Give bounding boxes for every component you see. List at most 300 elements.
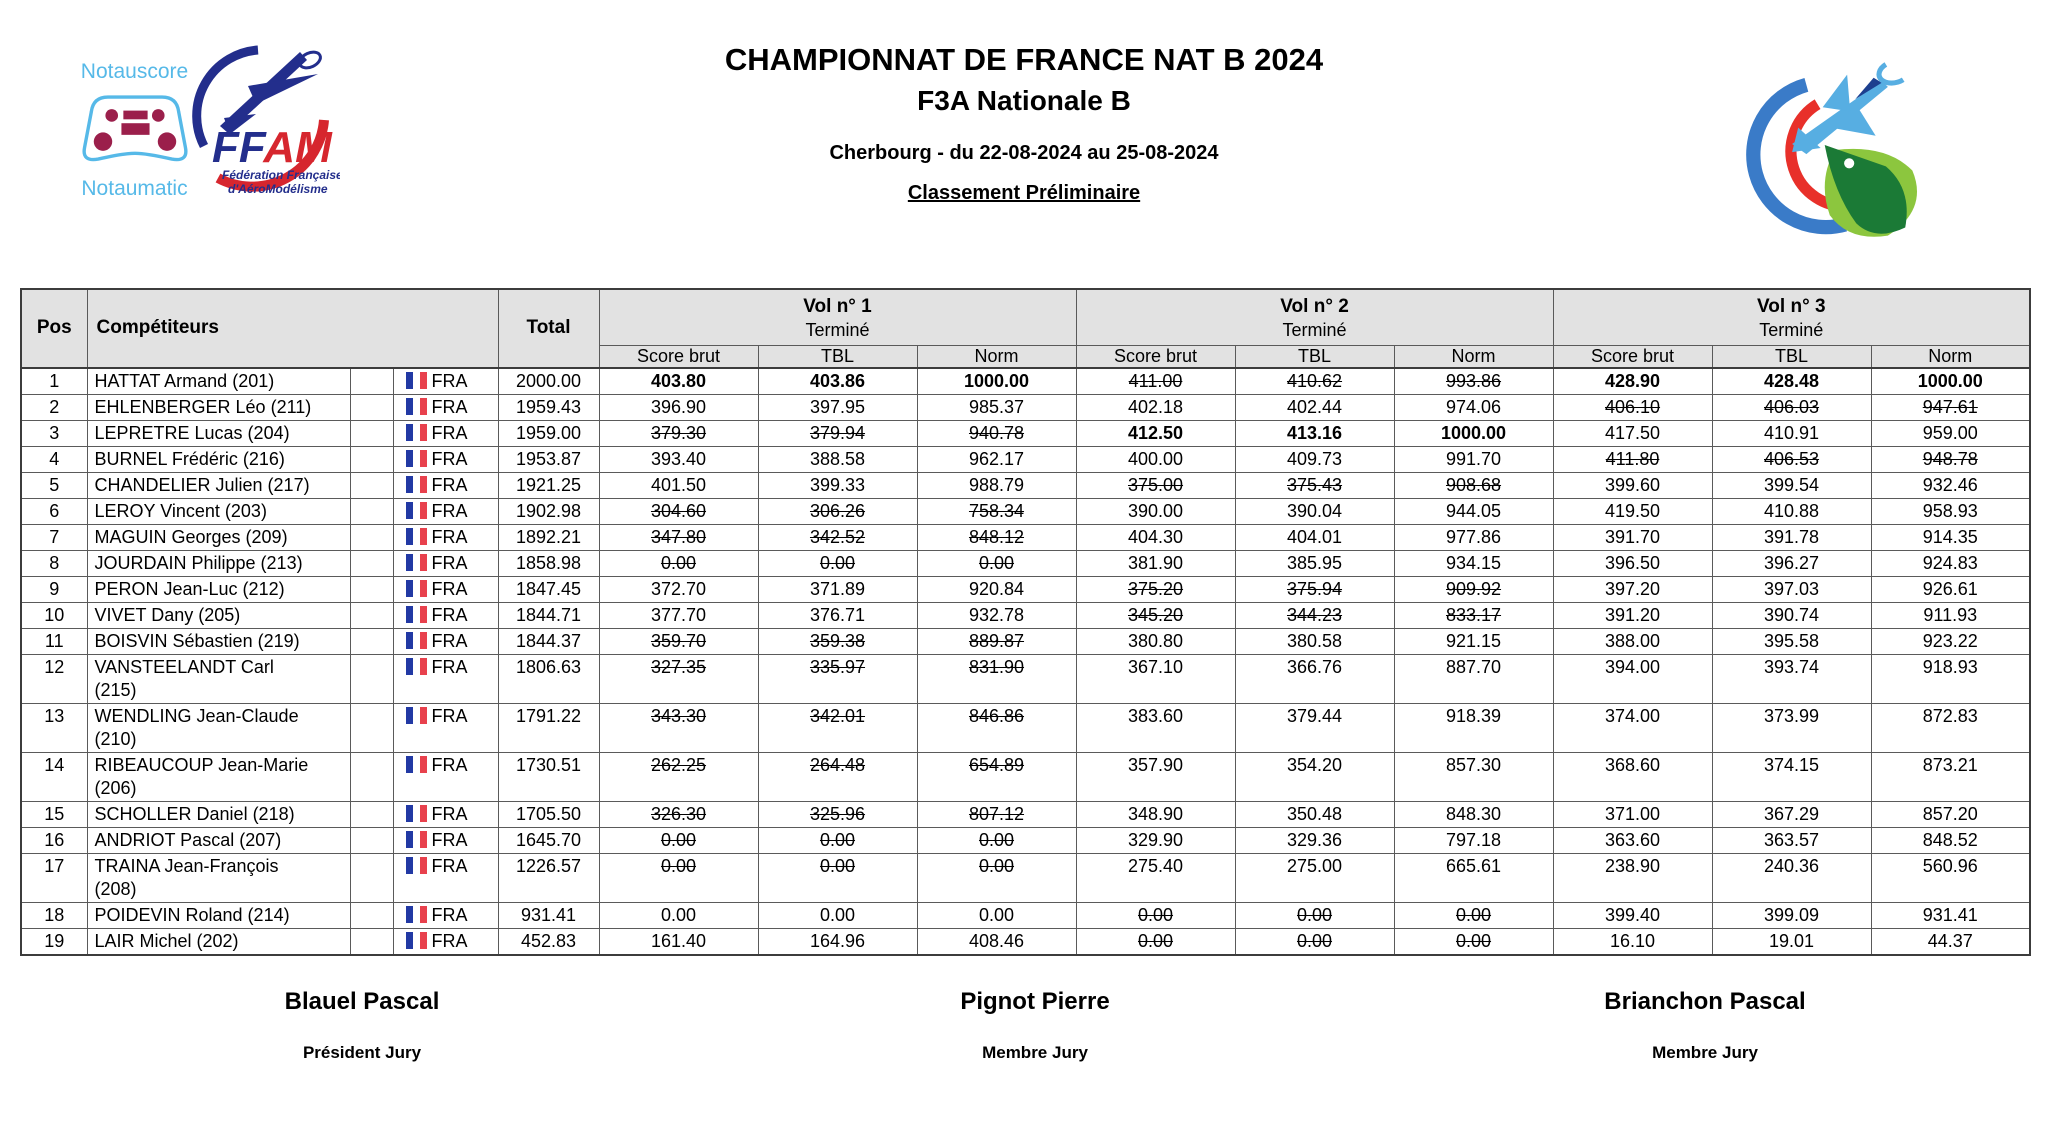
flag-stripe: [413, 805, 420, 822]
event-logo: [1733, 40, 1947, 259]
country-code: FRA: [431, 829, 468, 850]
score-brut-cell: 388.00: [1553, 628, 1712, 654]
norm-cell: 977.86: [1394, 524, 1553, 550]
score-brut-cell: 343.30: [599, 703, 758, 752]
country-code: FRA: [431, 855, 468, 876]
competitor-name: PERON Jean-Luc (212): [94, 578, 285, 599]
score-brut-cell: 0.00: [599, 902, 758, 928]
jury-role: Président Jury: [302, 1043, 422, 1062]
country-code: FRA: [431, 803, 468, 824]
total-cell: 1806.63: [498, 654, 599, 703]
ffam-acronym-ff: FF: [212, 123, 264, 172]
total-cell: 931.41: [498, 902, 599, 928]
jury-member: [795, 988, 1275, 1063]
flag-stripe: [420, 372, 427, 389]
norm-cell: 889.87: [917, 628, 1076, 654]
norm-cell: 0.00: [917, 853, 1076, 902]
pos-cell: 6: [21, 498, 87, 524]
score-brut-cell: 347.80: [599, 524, 758, 550]
competitor-name: RIBEAUCOUP Jean-Marie (206): [94, 754, 309, 798]
notauscore-logo-top-label: Notauscore: [80, 60, 189, 83]
page-title: CHAMPIONNAT DE FRANCE NAT B 2024: [724, 42, 1324, 77]
flag-stripe: [413, 502, 420, 519]
french-flag-icon: [406, 450, 427, 467]
tbl-cell: 359.38: [758, 628, 917, 654]
pos-cell: 10: [21, 602, 87, 628]
tbl-cell: 395.58: [1712, 628, 1871, 654]
score-brut-cell: 16.10: [1553, 928, 1712, 955]
flag-stripe: [420, 606, 427, 623]
french-flag-icon: [406, 756, 427, 773]
flag-stripe: [413, 658, 420, 675]
country-cell: [393, 902, 498, 928]
competitor-name-cell: [87, 550, 350, 576]
total-cell: 1959.43: [498, 394, 599, 420]
score-brut-cell: 411.00: [1076, 368, 1235, 395]
tbl-cell: 410.91: [1712, 420, 1871, 446]
flag-stripe: [420, 932, 427, 949]
norm-cell: 918.93: [1871, 654, 2030, 703]
country-cell: [393, 446, 498, 472]
country-code: FRA: [431, 705, 468, 726]
flag-stripe: [413, 554, 420, 571]
norm-cell: 958.93: [1871, 498, 2030, 524]
country-cell: [393, 524, 498, 550]
pos-cell: 15: [21, 801, 87, 827]
country-cell: [393, 928, 498, 955]
competitor-name-cell: [87, 446, 350, 472]
score-brut-cell: 381.90: [1076, 550, 1235, 576]
pos-cell: 17: [21, 853, 87, 902]
country-cell: [393, 420, 498, 446]
flag-stripe: [406, 932, 413, 949]
score-brut-cell: 379.30: [599, 420, 758, 446]
norm-cell: 988.79: [917, 472, 1076, 498]
tbl-cell: 379.94: [758, 420, 917, 446]
flag-stripe: [420, 528, 427, 545]
competitor-name: LAIR Michel (202): [94, 930, 239, 951]
vol-2-label: Vol n° 2: [1280, 295, 1349, 317]
jury-name: Blauel Pascal: [284, 988, 440, 1015]
score-brut-cell: 348.90: [1076, 801, 1235, 827]
flag-stripe: [420, 502, 427, 519]
tbl-cell: 406.03: [1712, 394, 1871, 420]
flag-stripe: [413, 906, 420, 923]
country-code: FRA: [431, 474, 468, 495]
score-brut-cell: 401.50: [599, 472, 758, 498]
col-header-score-brut: Score brut: [1076, 345, 1235, 368]
tbl-cell: 404.01: [1235, 524, 1394, 550]
event-info: Cherbourg - du 22-08-2024 au 25-08-2024: [829, 142, 1219, 164]
score-brut-cell: 397.20: [1553, 576, 1712, 602]
tbl-cell: 264.48: [758, 752, 917, 801]
flag-stripe: [413, 372, 420, 389]
flag-stripe: [406, 554, 413, 571]
total-cell: 1921.25: [498, 472, 599, 498]
col-header-norm: Norm: [1871, 345, 2030, 368]
score-brut-cell: 399.40: [1553, 902, 1712, 928]
tbl-cell: 399.09: [1712, 902, 1871, 928]
spacer-cell: [350, 472, 393, 498]
norm-cell: 944.05: [1394, 498, 1553, 524]
score-brut-cell: 0.00: [599, 853, 758, 902]
flag-stripe: [420, 424, 427, 441]
french-flag-icon: [406, 554, 427, 571]
competitor-name-cell: [87, 472, 350, 498]
col-header-score-brut: Score brut: [1553, 345, 1712, 368]
pos-cell: 2: [21, 394, 87, 420]
norm-cell: 1000.00: [1394, 420, 1553, 446]
tbl-cell: 329.36: [1235, 827, 1394, 853]
flag-stripe: [413, 450, 420, 467]
vol-2-status: Terminé: [1282, 319, 1347, 340]
score-brut-cell: 371.00: [1553, 801, 1712, 827]
pos-cell: 14: [21, 752, 87, 801]
tbl-cell: 391.78: [1712, 524, 1871, 550]
total-cell: 2000.00: [498, 368, 599, 395]
country-cell: [393, 752, 498, 801]
flag-stripe: [420, 658, 427, 675]
tbl-cell: 366.76: [1235, 654, 1394, 703]
tbl-cell: 275.00: [1235, 853, 1394, 902]
country-cell: [393, 654, 498, 703]
country-code: FRA: [431, 370, 468, 391]
norm-cell: 962.17: [917, 446, 1076, 472]
table-row: [21, 853, 2030, 902]
tbl-cell: 399.54: [1712, 472, 1871, 498]
competitor-name-cell: [87, 602, 350, 628]
norm-cell: 920.84: [917, 576, 1076, 602]
score-brut-cell: 400.00: [1076, 446, 1235, 472]
col-header-pos: Pos: [21, 289, 87, 368]
french-flag-icon: [406, 502, 427, 519]
country-cell: [393, 801, 498, 827]
french-flag-icon: [406, 707, 427, 724]
french-flag-icon: [406, 857, 427, 874]
flag-stripe: [413, 632, 420, 649]
flag-stripe: [413, 756, 420, 773]
norm-cell: 911.93: [1871, 602, 2030, 628]
norm-cell: 807.12: [917, 801, 1076, 827]
flag-stripe: [406, 398, 413, 415]
tbl-cell: 344.23: [1235, 602, 1394, 628]
ffam-acronym-am: AM: [263, 123, 332, 172]
total-cell: 1858.98: [498, 550, 599, 576]
tbl-cell: 240.36: [1712, 853, 1871, 902]
score-brut-cell: 399.60: [1553, 472, 1712, 498]
table-row: [21, 394, 2030, 420]
country-cell: [393, 602, 498, 628]
competitor-name: JOURDAIN Philippe (213): [94, 552, 303, 573]
table-row: [21, 703, 2030, 752]
competitor-name-cell: [87, 801, 350, 827]
tbl-cell: 410.62: [1235, 368, 1394, 395]
pos-cell: 9: [21, 576, 87, 602]
score-brut-cell: 404.30: [1076, 524, 1235, 550]
norm-cell: 926.61: [1871, 576, 2030, 602]
col-header-norm: Norm: [1394, 345, 1553, 368]
country-cell: [393, 827, 498, 853]
total-cell: 1645.70: [498, 827, 599, 853]
score-brut-cell: 374.00: [1553, 703, 1712, 752]
score-brut-cell: 0.00: [599, 827, 758, 853]
score-brut-cell: 403.80: [599, 368, 758, 395]
score-brut-cell: 345.20: [1076, 602, 1235, 628]
tbl-cell: 342.01: [758, 703, 917, 752]
tbl-cell: 164.96: [758, 928, 917, 955]
score-brut-cell: 412.50: [1076, 420, 1235, 446]
competitor-name-cell: [87, 827, 350, 853]
pos-cell: 11: [21, 628, 87, 654]
country-cell: [393, 703, 498, 752]
tbl-cell: 0.00: [758, 902, 917, 928]
competitor-name-cell: [87, 498, 350, 524]
country-cell: [393, 576, 498, 602]
aeromodel-club-icon: [1733, 40, 1947, 254]
jury-role: Membre Jury: [1652, 1043, 1758, 1062]
total-cell: 1730.51: [498, 752, 599, 801]
ffam-subtitle-line2: d'AéroModélisme: [228, 182, 328, 196]
vol-1-status: Terminé: [805, 319, 870, 340]
table-row: [21, 446, 2030, 472]
col-header-vol-1: [599, 289, 1076, 345]
tbl-cell: 0.00: [758, 827, 917, 853]
score-brut-cell: 357.90: [1076, 752, 1235, 801]
norm-cell: 948.78: [1871, 446, 2030, 472]
norm-cell: 932.78: [917, 602, 1076, 628]
total-cell: 452.83: [498, 928, 599, 955]
tbl-cell: 373.99: [1712, 703, 1871, 752]
score-brut-cell: 161.40: [599, 928, 758, 955]
country-cell: [393, 628, 498, 654]
table-row: [21, 524, 2030, 550]
total-cell: 1226.57: [498, 853, 599, 902]
total-cell: 1953.87: [498, 446, 599, 472]
col-header-vol-2: [1076, 289, 1553, 345]
norm-cell: 665.61: [1394, 853, 1553, 902]
table-row: [21, 498, 2030, 524]
spacer-cell: [350, 928, 393, 955]
score-brut-cell: 375.00: [1076, 472, 1235, 498]
pos-cell: 8: [21, 550, 87, 576]
table-row: [21, 550, 2030, 576]
norm-cell: 797.18: [1394, 827, 1553, 853]
score-brut-cell: 391.20: [1553, 602, 1712, 628]
pos-cell: 12: [21, 654, 87, 703]
tbl-cell: 0.00: [1235, 928, 1394, 955]
score-brut-cell: 396.90: [599, 394, 758, 420]
norm-cell: 0.00: [917, 902, 1076, 928]
tbl-cell: 385.95: [1235, 550, 1394, 576]
norm-cell: 857.30: [1394, 752, 1553, 801]
vol-3-label: Vol n° 3: [1757, 295, 1826, 317]
tbl-cell: 379.44: [1235, 703, 1394, 752]
french-flag-icon: [406, 372, 427, 389]
competitor-name-cell: [87, 368, 350, 395]
norm-cell: 985.37: [917, 394, 1076, 420]
col-header-norm: Norm: [917, 345, 1076, 368]
country-code: FRA: [431, 500, 468, 521]
norm-cell: 848.12: [917, 524, 1076, 550]
score-brut-cell: 396.50: [1553, 550, 1712, 576]
tbl-cell: 335.97: [758, 654, 917, 703]
country-code: FRA: [431, 754, 468, 775]
competitor-name: BOISVIN Sébastien (219): [94, 630, 300, 651]
flag-stripe: [406, 756, 413, 773]
score-brut-cell: 363.60: [1553, 827, 1712, 853]
norm-cell: 932.46: [1871, 472, 2030, 498]
pos-cell: 13: [21, 703, 87, 752]
score-brut-cell: 383.60: [1076, 703, 1235, 752]
tbl-cell: 306.26: [758, 498, 917, 524]
spacer-cell: [350, 853, 393, 902]
flag-stripe: [420, 398, 427, 415]
flag-stripe: [420, 707, 427, 724]
competitor-name-cell: [87, 576, 350, 602]
tbl-cell: 367.29: [1712, 801, 1871, 827]
total-cell: 1847.45: [498, 576, 599, 602]
norm-cell: 831.90: [917, 654, 1076, 703]
tbl-cell: 409.73: [1235, 446, 1394, 472]
norm-cell: 848.30: [1394, 801, 1553, 827]
tbl-cell: 0.00: [758, 550, 917, 576]
table-row: [21, 628, 2030, 654]
table-row: [21, 654, 2030, 703]
tbl-cell: 403.86: [758, 368, 917, 395]
tbl-cell: 428.48: [1712, 368, 1871, 395]
french-flag-icon: [406, 528, 427, 545]
score-brut-cell: 411.80: [1553, 446, 1712, 472]
country-code: FRA: [431, 422, 468, 443]
competitor-name: CHANDELIER Julien (217): [94, 474, 310, 495]
flag-stripe: [413, 398, 420, 415]
bird-eye-icon: [1844, 158, 1854, 168]
competitor-name: LEPRETRE Lucas (204): [94, 422, 290, 443]
country-cell: [393, 498, 498, 524]
table-row: [21, 576, 2030, 602]
pos-cell: 1: [21, 368, 87, 395]
table-row: [21, 752, 2030, 801]
table-row: [21, 827, 2030, 853]
competitor-name-cell: [87, 420, 350, 446]
norm-cell: 857.20: [1871, 801, 2030, 827]
country-code: FRA: [431, 604, 468, 625]
tbl-cell: 399.33: [758, 472, 917, 498]
col-header-competitors: Compétiteurs: [87, 289, 498, 368]
norm-cell: 921.15: [1394, 628, 1553, 654]
table-row: [21, 602, 2030, 628]
french-flag-icon: [406, 658, 427, 675]
country-cell: [393, 394, 498, 420]
score-brut-cell: 0.00: [599, 550, 758, 576]
norm-cell: 887.70: [1394, 654, 1553, 703]
norm-cell: 560.96: [1871, 853, 2030, 902]
tbl-cell: 376.71: [758, 602, 917, 628]
col-header-tbl: TBL: [758, 345, 917, 368]
norm-cell: 0.00: [1394, 902, 1553, 928]
flag-stripe: [413, 424, 420, 441]
norm-cell: 947.61: [1871, 394, 2030, 420]
flag-stripe: [406, 906, 413, 923]
norm-cell: 918.39: [1394, 703, 1553, 752]
norm-cell: 934.15: [1394, 550, 1553, 576]
spacer-cell: [350, 498, 393, 524]
country-code: FRA: [431, 630, 468, 651]
total-cell: 1844.71: [498, 602, 599, 628]
norm-cell: 940.78: [917, 420, 1076, 446]
flag-stripe: [420, 831, 427, 848]
country-cell: [393, 853, 498, 902]
score-brut-cell: 394.00: [1553, 654, 1712, 703]
flag-stripe: [413, 476, 420, 493]
spiral-icon: [1879, 64, 1903, 83]
tbl-cell: 413.16: [1235, 420, 1394, 446]
flag-stripe: [420, 476, 427, 493]
spacer-cell: [350, 576, 393, 602]
spacer-cell: [350, 550, 393, 576]
competitor-name: WENDLING Jean-Claude (210): [94, 705, 299, 749]
results-tbody: [21, 368, 2030, 955]
competitor-name: LEROY Vincent (203): [94, 500, 267, 521]
score-brut-cell: 0.00: [1076, 928, 1235, 955]
competitor-name: MAGUIN Georges (209): [94, 526, 288, 547]
french-flag-icon: [406, 424, 427, 441]
flag-stripe: [420, 450, 427, 467]
country-code: FRA: [431, 930, 468, 951]
spacer-cell: [350, 752, 393, 801]
score-brut-cell: 402.18: [1076, 394, 1235, 420]
notauscore-logo-bottom-label: Notaumatic: [81, 177, 188, 200]
col-header-total: Total: [498, 289, 599, 368]
classification-label: Classement Préliminaire: [907, 182, 1141, 204]
country-code: FRA: [431, 578, 468, 599]
jury-member: [1465, 988, 1945, 1063]
norm-cell: 872.83: [1871, 703, 2030, 752]
french-flag-icon: [406, 580, 427, 597]
norm-cell: 0.00: [1394, 928, 1553, 955]
flag-stripe: [406, 606, 413, 623]
country-cell: [393, 472, 498, 498]
total-cell: 1791.22: [498, 703, 599, 752]
ffam-subtitle-line1: Fédération Française: [222, 168, 340, 182]
score-brut-cell: 419.50: [1553, 498, 1712, 524]
total-cell: 1892.21: [498, 524, 599, 550]
pos-cell: 4: [21, 446, 87, 472]
tbl-cell: 402.44: [1235, 394, 1394, 420]
norm-cell: 0.00: [917, 550, 1076, 576]
score-brut-cell: 238.90: [1553, 853, 1712, 902]
total-cell: 1959.00: [498, 420, 599, 446]
score-brut-cell: 367.10: [1076, 654, 1235, 703]
flag-stripe: [420, 580, 427, 597]
flag-stripe: [420, 805, 427, 822]
tbl-cell: 0.00: [1235, 902, 1394, 928]
score-brut-cell: 417.50: [1553, 420, 1712, 446]
competitor-name-cell: [87, 928, 350, 955]
country-code: FRA: [431, 656, 468, 677]
total-cell: 1844.37: [498, 628, 599, 654]
spacer-cell: [350, 446, 393, 472]
country-code: FRA: [431, 904, 468, 925]
spacer-cell: [350, 654, 393, 703]
competitor-name-cell: [87, 703, 350, 752]
norm-cell: 758.34: [917, 498, 1076, 524]
tbl-cell: 397.95: [758, 394, 917, 420]
norm-cell: 408.46: [917, 928, 1076, 955]
competitor-name: SCHOLLER Daniel (218): [94, 803, 295, 824]
jury-role: Membre Jury: [982, 1043, 1088, 1062]
norm-cell: 923.22: [1871, 628, 2030, 654]
